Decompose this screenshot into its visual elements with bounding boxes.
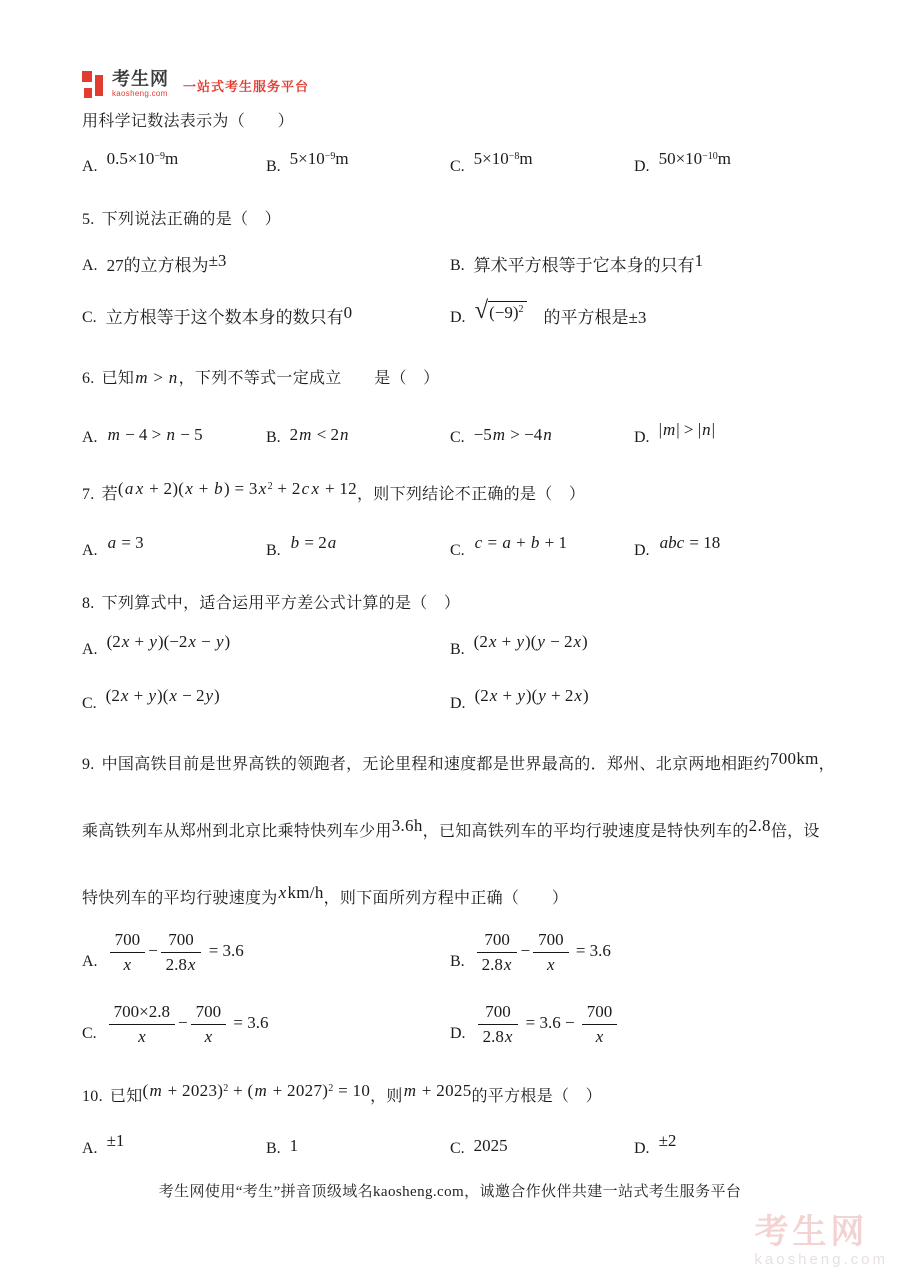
option-row: [82, 142, 846, 186]
watermark-name: 考生网: [754, 1213, 869, 1251]
option-content: abc = 18: [659, 533, 721, 552]
option-D: [450, 296, 647, 328]
option-content: $50\times 10^{-10}m$: [658, 149, 732, 168]
option-D: [634, 533, 721, 559]
option-B: [450, 930, 611, 974]
option-label: D.: [634, 429, 650, 446]
kaosheng-watermark-icon: [688, 1215, 746, 1267]
option-A: [82, 149, 266, 175]
kaosheng-logo-icon: [82, 69, 107, 98]
option-content: $\frac{700}{2.8x}$ = 3.6 − $\frac{700}{x}$: [475, 1002, 621, 1046]
footer-text: 考生网使用“考生”拼音顶级域名kaosheng.com，诚邀合作伙伴共建一站式考生服务平台: [158, 1184, 742, 1200]
option-content: (2x + y)(y + 2x): [474, 686, 589, 705]
footer-watermark: [688, 1215, 888, 1267]
question-number: 7.: [82, 486, 95, 503]
option-C: [450, 1136, 634, 1156]
option-row: [82, 294, 846, 336]
question-stem: 用科学记数法表示为（ ）: [82, 113, 294, 130]
option-label: C.: [450, 429, 465, 446]
page-content: [82, 0, 846, 1166]
option-content: 2m < 2n: [289, 425, 349, 444]
option-row: [82, 678, 846, 724]
option-D: [634, 1131, 677, 1157]
option-label: B.: [266, 1140, 281, 1157]
option-content: $\frac{700}{2.8x}$ − $\frac{700}{x}$ = 3.6: [474, 930, 611, 974]
option-label: C.: [82, 695, 97, 712]
option-content: $0.5\times 10^{-9}m$: [106, 149, 179, 168]
option-D: [450, 1002, 620, 1046]
option-content: $5\times 10^{-8}m$: [473, 149, 533, 168]
question-q5: [82, 208, 846, 336]
option-label: D.: [634, 542, 650, 559]
watermark-domain: kaosheng.com: [754, 1251, 888, 1268]
questions: [82, 110, 846, 1166]
option-label: A.: [82, 542, 98, 559]
option-content: (2x + y)(y − 2x): [473, 632, 588, 651]
option-content: b = 2a: [290, 533, 337, 552]
question-number: 10.: [82, 1088, 103, 1105]
option-C: [450, 533, 634, 559]
question-q10: [82, 1081, 846, 1166]
option-A: [82, 251, 450, 276]
option-B: [450, 251, 703, 276]
option-D: [450, 686, 589, 712]
option-A: [82, 425, 266, 445]
option-label: D.: [634, 1140, 650, 1157]
logo-name: 考生网: [112, 69, 169, 89]
option-label: C.: [450, 542, 465, 559]
option-D: [634, 420, 716, 446]
option-label: A.: [82, 641, 98, 658]
question-number: 9.: [82, 756, 95, 773]
option-D: [634, 149, 732, 175]
option-label: C.: [82, 1025, 97, 1042]
option-label: D.: [450, 309, 466, 326]
option-row: [82, 415, 846, 455]
option-content: (2x + y)(x − 2y): [105, 686, 220, 705]
option-label: B.: [450, 641, 465, 658]
question-stem: 10. 已知$(m + 2023)^2 + (m + 2027)^2 = 10$，则m + 2025的平方根是（ ）: [82, 1081, 602, 1105]
option-C: [450, 149, 634, 175]
option-row: [82, 1126, 846, 1166]
option-label: C.: [450, 158, 465, 175]
option-content: 2025: [473, 1136, 508, 1155]
logo-text: [112, 70, 169, 98]
logo-tagline: 一站式考生服务平台: [183, 79, 310, 94]
option-row: [82, 993, 846, 1055]
option-row: [82, 921, 846, 983]
option-B: [450, 632, 588, 658]
question-stem: 乘高铁列车从郑州到北京比乘特快列车少用3.6h，已知高铁列车的平均行驶速度是特快列车的2.8倍，设: [82, 816, 820, 840]
option-content: (2x + y)(−2x − y): [106, 632, 231, 651]
option-content: m − 4 > n − 5: [107, 425, 203, 444]
question-stem: 6. 已知m > n，下列不等式一定成立 是（ ）: [82, 368, 440, 387]
option-label: B.: [450, 257, 465, 274]
option-content: 27的立方根为±3: [106, 250, 227, 275]
question-number: 8.: [82, 595, 95, 612]
question-number: 5.: [82, 211, 95, 228]
option-label: A.: [82, 1140, 98, 1157]
header-logo: [82, 58, 846, 98]
option-row: [82, 242, 846, 284]
option-content: $\frac{700\times 2.8}{x}$ − $\frac{700}{x}$ = 3.6: [106, 1002, 269, 1046]
option-B: [266, 425, 450, 445]
option-label: D.: [450, 1025, 466, 1042]
option-content: ±1: [106, 1131, 125, 1150]
option-content: 立方根等于这个数本身的数只有0: [105, 302, 353, 327]
option-label: A.: [82, 953, 98, 970]
option-A: [82, 632, 450, 658]
option-C: [82, 303, 450, 328]
option-C: [450, 425, 634, 445]
option-label: B.: [266, 542, 281, 559]
option-content: c = a + b + 1: [474, 533, 567, 552]
option-row: [82, 624, 846, 670]
option-label: D.: [634, 158, 650, 175]
option-content: ±2: [658, 1131, 677, 1150]
question-q6: [82, 366, 846, 455]
option-B: [266, 533, 450, 559]
option-content: −5m > −4n: [473, 425, 552, 444]
option-label: B.: [450, 953, 465, 970]
option-label: B.: [266, 158, 281, 175]
option-content: $5\times 10^{-9}m$: [289, 149, 349, 168]
option-content: 1: [289, 1136, 299, 1155]
option-label: A.: [82, 257, 98, 274]
logo-domain: kaosheng.com: [112, 89, 168, 98]
question-q8: [82, 592, 846, 724]
question-stem: 5. 下列说法正确的是（ ）: [82, 211, 281, 228]
option-label: C.: [450, 1140, 465, 1157]
option-content: $\frac{700}{x}$ − $\frac{700}{2.8x}$ = 3.6: [107, 930, 244, 974]
option-label: A.: [82, 429, 98, 446]
option-label: A.: [82, 158, 98, 175]
option-row: [82, 528, 846, 568]
option-label: B.: [266, 429, 281, 446]
question-stem: 8. 下列算式中，适合运用平方差公式计算的是（ ）: [82, 595, 461, 612]
question-q7: [82, 479, 846, 568]
option-A: [82, 533, 266, 559]
option-label: D.: [450, 695, 466, 712]
question-stem: 特快列车的平均行驶速度为xkm/h，则下面所列方程中正确（ ）: [82, 883, 569, 907]
question-q9: [82, 749, 846, 1055]
option-C: [82, 686, 450, 712]
option-label: C.: [82, 309, 97, 326]
question-stem: 9. 中国高铁目前是世界高铁的领跑者，无论里程和速度都是世界最高的．郑州、北京两地相距约700km，: [82, 749, 835, 773]
question-stem: 7. 若(a $x + 2)(x + b) = 3x^2 + 2c$ x + 12，则下列结论不正确的是（ ）: [82, 479, 586, 503]
option-content: $√(-9)^2$ 的平方根是±3: [474, 296, 647, 327]
question-number: 6.: [82, 370, 95, 387]
option-B: [266, 149, 450, 175]
watermark-text: [754, 1215, 888, 1267]
option-A: [82, 1131, 266, 1157]
option-B: [266, 1136, 450, 1156]
option-content: 算术平方根等于它本身的只有1: [473, 250, 704, 275]
option-content: a = 3: [107, 533, 144, 552]
option-A: [82, 930, 450, 974]
option-content: |m| > |n|: [658, 420, 716, 439]
option-C: [82, 1002, 450, 1046]
question-q4: [82, 110, 846, 186]
